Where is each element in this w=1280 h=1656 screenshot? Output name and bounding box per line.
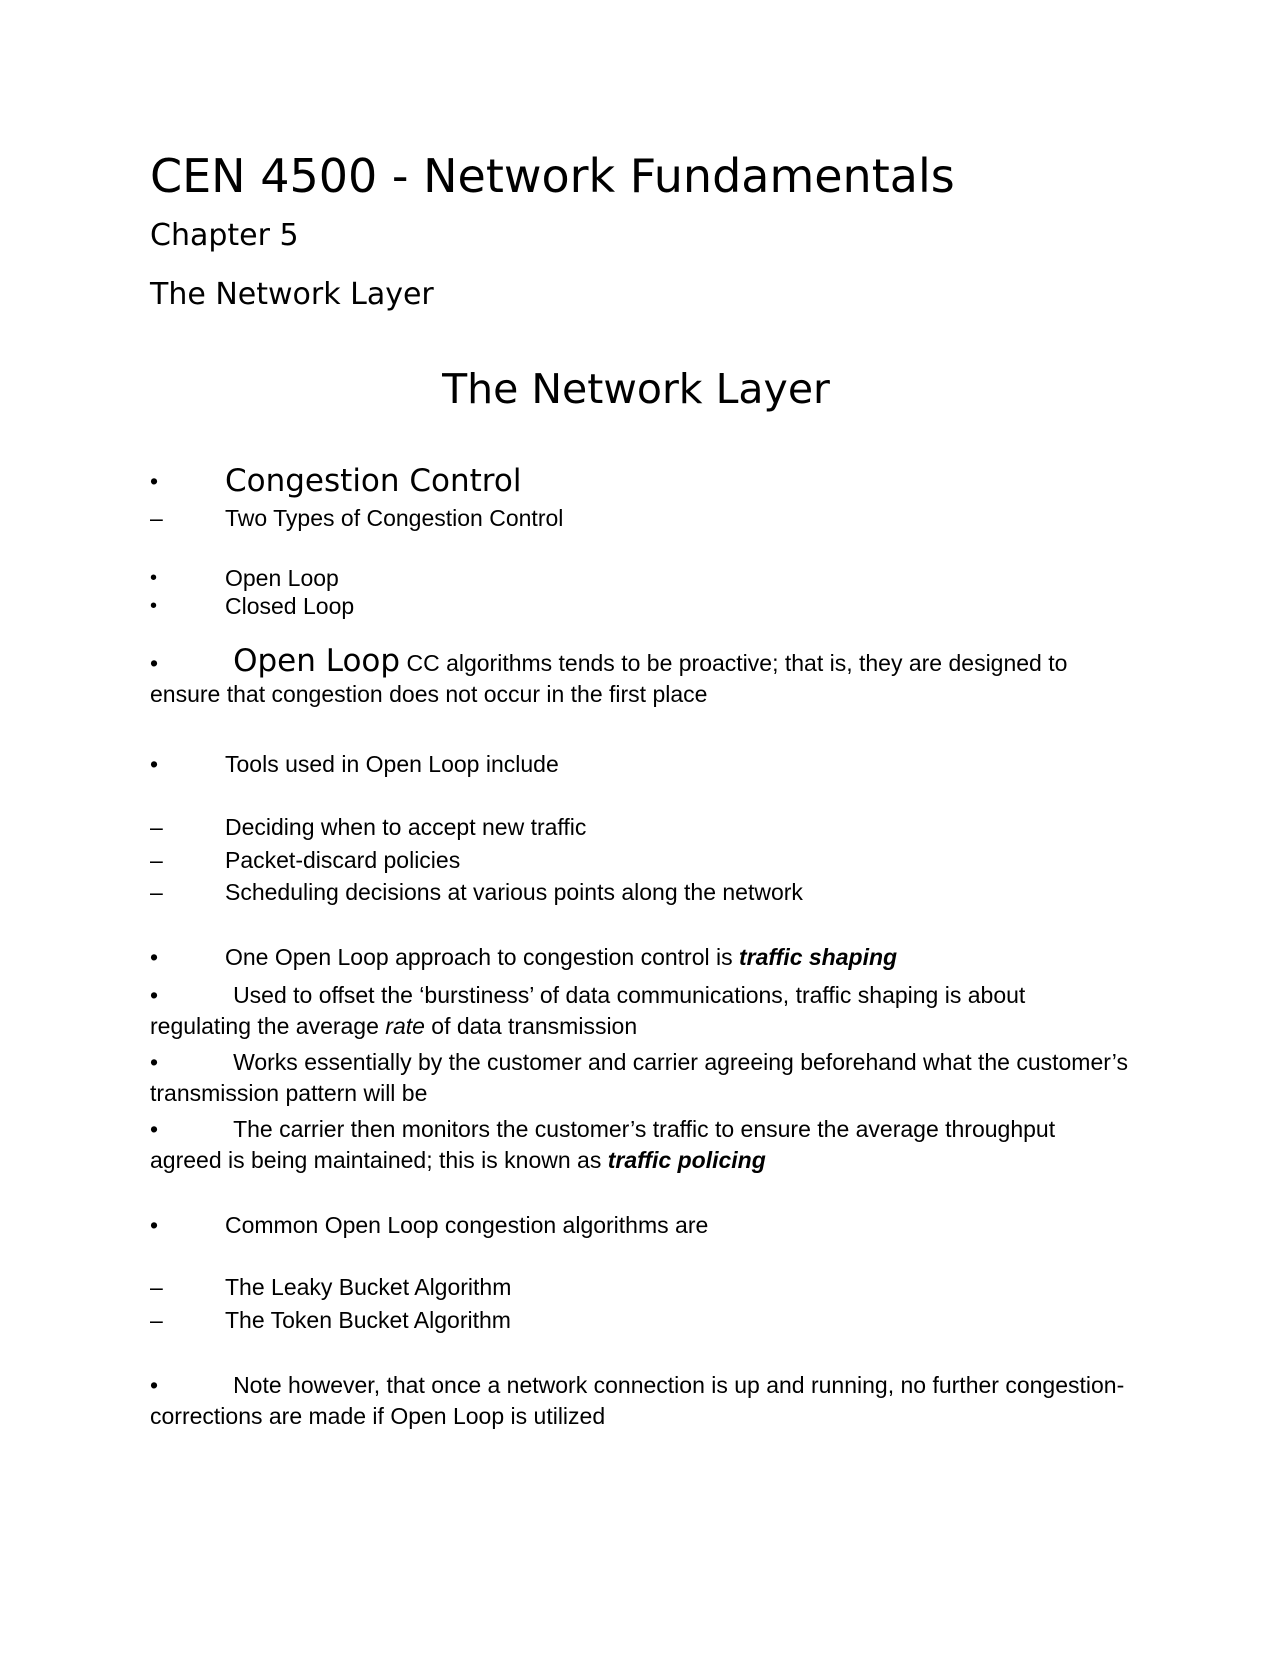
subtitle: The Network Layer — [150, 277, 434, 312]
open-loop-item: Open Loop — [225, 565, 339, 591]
bullet-icon: • — [150, 1212, 159, 1238]
list-item — [150, 877, 1130, 908]
paragraph — [150, 643, 1130, 710]
bullet-icon: • — [150, 751, 159, 777]
open-loop-description: CC algorithms tends to be proactive; that is, they are designed to ensure that congestion does not occur in the first place — [150, 650, 1068, 707]
tools-intro: Tools used in Open Loop include — [225, 751, 559, 777]
list-item — [150, 845, 1130, 876]
tool-item: Scheduling decisions at various points along the network — [225, 879, 803, 905]
bullet-icon: • — [150, 650, 159, 676]
paragraph — [150, 980, 1130, 1042]
list-item — [150, 563, 1130, 594]
open-loop-heading: Open Loop — [233, 643, 401, 679]
bullet-icon: • — [150, 1049, 159, 1075]
traffic-policing-term: traffic policing — [607, 1147, 766, 1173]
monitor-text: The carrier then monitors the customer’s traffic to ensure the average throughput agreed is being maintained; this is known as — [150, 1116, 1056, 1173]
paragraph — [150, 1047, 1130, 1109]
bullet-icon: • — [150, 595, 158, 617]
congestion-control-heading: Congestion Control — [225, 463, 522, 499]
algorithms-intro: Common Open Loop congestion algorithms are — [225, 1212, 709, 1238]
rate-term: rate — [385, 1013, 425, 1039]
section-heading: The Network Layer — [442, 365, 830, 413]
bullet-icon: • — [150, 944, 159, 970]
two-types-text: Two Types of Congestion Control — [225, 505, 564, 531]
dash-icon: – — [150, 814, 163, 840]
agree-text: Works essentially by the customer and carrier agreeing beforehand what the customer’s transmission pattern will be — [150, 1049, 1128, 1106]
dash-icon: – — [150, 847, 163, 873]
bullet-icon: • — [150, 468, 159, 494]
list-item — [150, 1305, 1130, 1336]
paragraph — [150, 1370, 1130, 1432]
offset-text-end: of data transmission — [424, 1013, 638, 1039]
dash-icon: – — [150, 1307, 163, 1333]
list-item — [150, 749, 1130, 780]
closed-loop-item: Closed Loop — [225, 593, 355, 619]
algorithm-item: The Token Bucket Algorithm — [225, 1307, 511, 1333]
shaping-intro: One Open Loop approach to congestion control is — [225, 944, 740, 970]
list-item — [150, 1272, 1130, 1303]
bullet-icon: • — [150, 1372, 159, 1398]
traffic-shaping-term: traffic shaping — [739, 944, 898, 970]
offset-text: Used to offset the ‘burstiness’ of data communications, traffic shaping is about regulating the average — [150, 982, 1026, 1039]
tool-item: Deciding when to accept new traffic — [225, 814, 587, 840]
list-item — [150, 460, 1130, 502]
list-item — [150, 503, 1130, 534]
dash-icon: – — [150, 1274, 163, 1300]
course-title: CEN 4500 - Network Fundamentals — [150, 149, 955, 203]
dash-icon: – — [150, 879, 163, 905]
list-item — [150, 1210, 1130, 1241]
list-item — [150, 942, 1130, 973]
paragraph — [150, 1114, 1130, 1176]
chapter-label: Chapter 5 — [150, 218, 299, 253]
dash-icon: – — [150, 505, 163, 531]
tool-item: Packet-discard policies — [225, 847, 461, 873]
algorithm-item: The Leaky Bucket Algorithm — [225, 1274, 512, 1300]
list-item — [150, 812, 1130, 843]
bullet-icon: • — [150, 982, 159, 1008]
bullet-icon: • — [150, 567, 158, 589]
list-item — [150, 591, 1130, 622]
note-text: Note however, that once a network connection is up and running, no further congestion-corrections are made if Open Loop is utilized — [150, 1372, 1125, 1429]
bullet-icon: • — [150, 1116, 159, 1142]
